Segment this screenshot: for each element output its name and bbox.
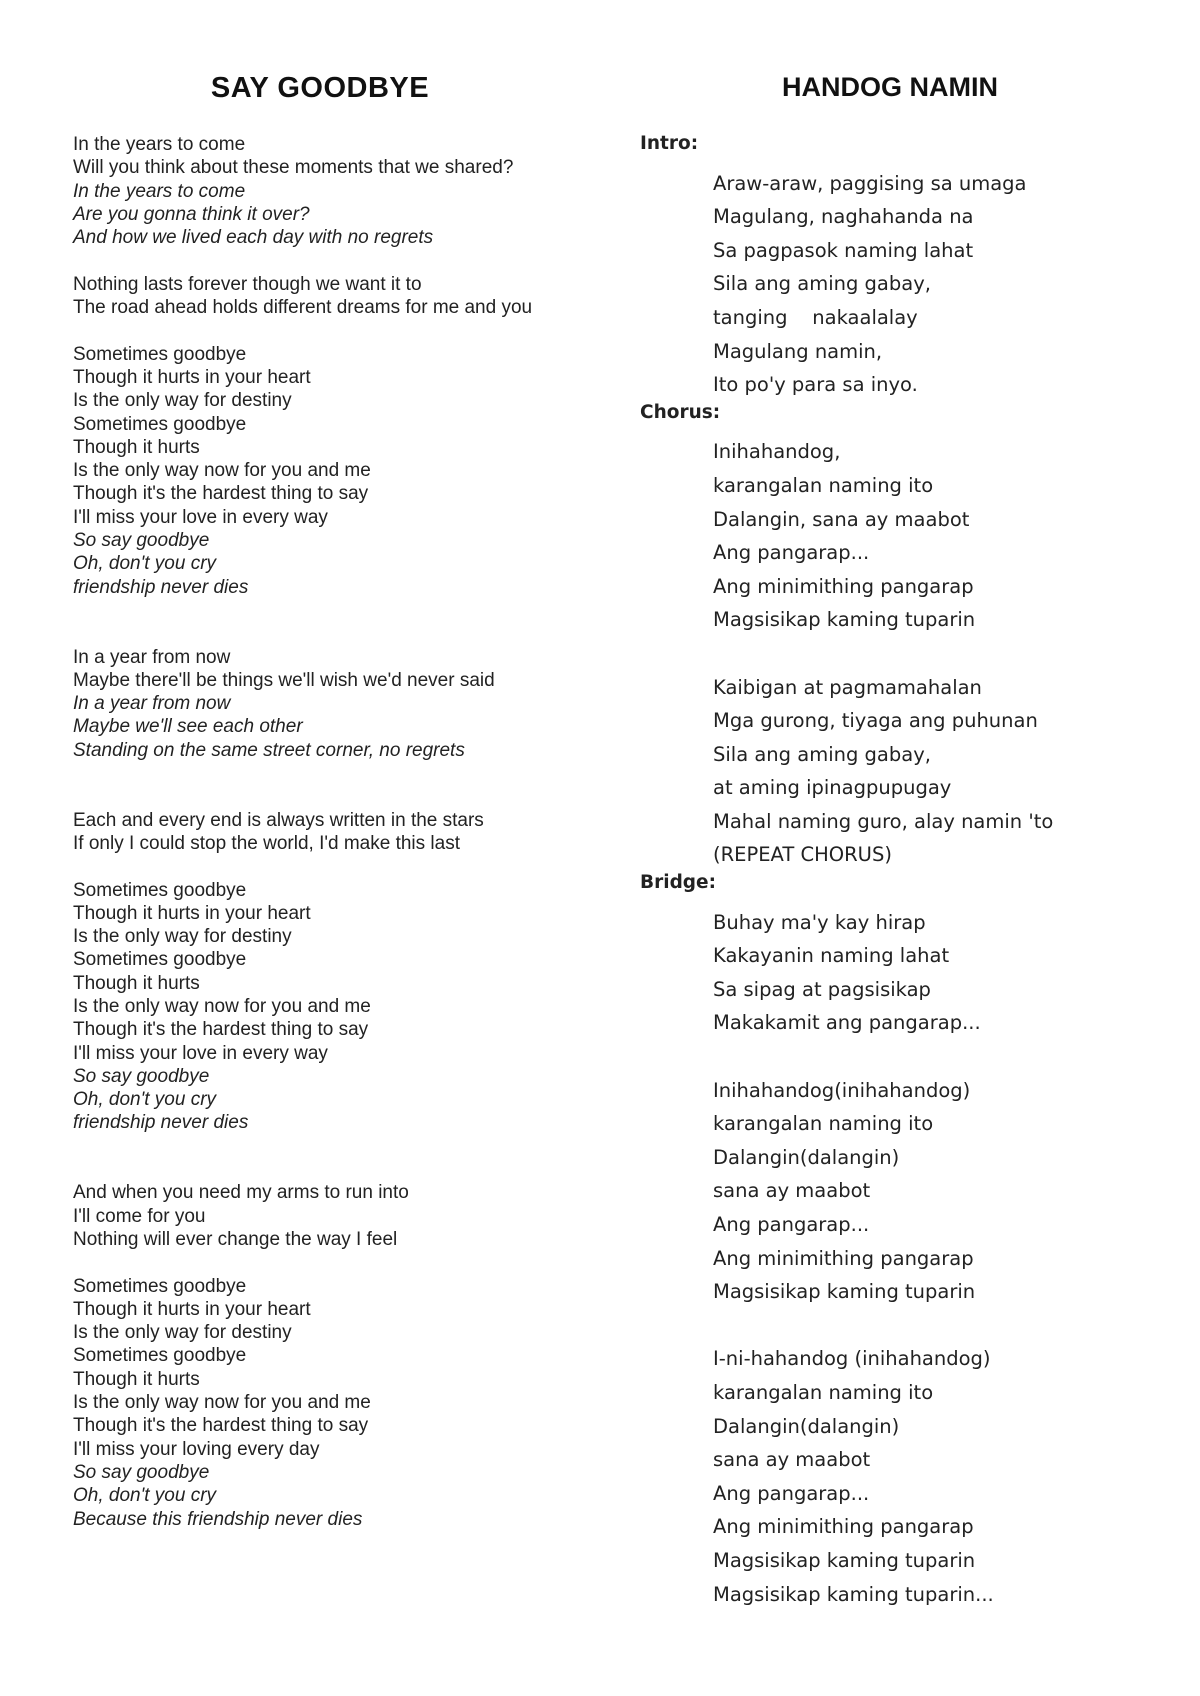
lyric-line: friendship never dies: [73, 576, 249, 598]
lyric-line: Magsisikap kaming tuparin: [713, 1280, 976, 1304]
section-label: Bridge:: [640, 872, 716, 894]
lyric-line: I-ni-hahandog (inihahandog): [713, 1347, 991, 1371]
lyric-line: Standing on the same street corner, no regrets: [73, 739, 465, 761]
lyric-line: Sometimes goodbye: [73, 879, 247, 901]
lyric-line: So say goodbye: [73, 1065, 210, 1087]
lyric-line: Makakamit ang pangarap...: [713, 1011, 981, 1035]
lyric-line: The road ahead holds different dreams for me and you: [73, 297, 533, 319]
lyric-line: Though it hurts in your heart: [73, 1298, 311, 1320]
lyric-line: Sometimes goodbye: [73, 1345, 247, 1367]
blank-line: [713, 1040, 1053, 1074]
lyric-line: karangalan naming ito: [713, 1112, 934, 1136]
lyric-line: So say goodbye: [73, 1461, 210, 1483]
lyric-line: And how we lived each day with no regrets: [73, 227, 434, 249]
lyric-line: Sa pagpasok naming lahat: [713, 238, 974, 262]
lyric-line: Though it's the hardest thing to say: [73, 483, 369, 505]
lyric-line: If only I could stop the world, I'd make this last: [73, 832, 460, 854]
lyric-line: Ito po'y para sa inyo.: [713, 373, 918, 397]
lyric-line: Is the only way now for you and me: [73, 460, 371, 482]
lyric-line: sana ay maabot: [713, 1179, 871, 1203]
lyric-line: Araw-araw, paggising sa umaga: [713, 171, 1027, 195]
lyric-line: Though it hurts: [73, 436, 200, 458]
lyric-line: Mahal naming guro, alay namin 'to: [713, 809, 1054, 833]
lyric-line: Magulang namin,: [713, 339, 883, 363]
stanza: [73, 1181, 532, 1251]
lyric-line: Though it hurts: [73, 1368, 200, 1390]
lyric-line: Are you gonna think it over?: [73, 203, 310, 225]
lyric-line: Ang minimithing pangarap: [713, 1515, 974, 1539]
lyric-line: Magsisikap kaming tuparin: [713, 1548, 976, 1572]
lyric-line: Sa sipag at pagsisikap: [713, 977, 931, 1001]
lyric-line: Sometimes goodbye: [73, 413, 247, 435]
lyric-line: Though it hurts: [73, 972, 200, 994]
stanza: [73, 1275, 532, 1531]
lyric-line: Is the only way for destiny: [73, 390, 292, 412]
lyric-line: In the years to come: [73, 134, 246, 155]
lyric-line: Is the only way now for you and me: [73, 995, 371, 1017]
lyric-line: Magsisikap kaming tuparin: [713, 608, 976, 632]
blank-line: [713, 1309, 1053, 1343]
song-title: HANDOG NAMIN: [782, 72, 998, 102]
section-label: Intro:: [640, 133, 699, 154]
lyric-line: Sometimes goodbye: [73, 343, 247, 365]
lyric-line: Oh, don't you cry: [73, 1485, 217, 1507]
lyric-line: Magulang, naghahanda na: [713, 205, 974, 229]
lyric-line: Each and every end is always written in the stars: [73, 809, 484, 831]
stanza: [73, 646, 532, 762]
lyric-line: I'll miss your love in every way: [73, 506, 328, 528]
lyric-line: Nothing lasts forever though we want it to: [73, 273, 422, 295]
lyric-line: Oh, don't you cry: [73, 1089, 217, 1111]
lyric-line: In the years to come: [73, 180, 246, 202]
lyric-line: Mga gurong, tiyaga ang puhunan: [713, 709, 1038, 733]
stanza: [73, 809, 532, 856]
lyric-line: Though it's the hardest thing to say: [73, 1019, 369, 1041]
lyric-line: Dalangin, sana ay maabot: [713, 507, 970, 531]
stanza: [73, 133, 532, 249]
lyric-line: Magsisikap kaming tuparin...: [713, 1582, 994, 1606]
lyric-line: I'll miss your loving every day: [73, 1438, 320, 1460]
lyric-line: Sila ang aming gabay,: [713, 272, 931, 296]
song-title: SAY GOODBYE: [210, 72, 430, 104]
lyric-line: Ang pangarap...: [713, 541, 870, 565]
lyric-line: Inihahandog,: [713, 440, 841, 464]
lyric-line: Maybe there'll be things we'll wish we'd never said: [73, 669, 495, 691]
stanza: [73, 343, 532, 599]
lyric-line: Oh, don't you cry: [73, 553, 217, 575]
lyric-line: Sila ang aming gabay,: [713, 742, 931, 766]
lyric-line: In a year from now: [73, 646, 231, 668]
lyric-line: Maybe we'll see each other: [73, 716, 303, 738]
lyric-line: karangalan naming ito: [713, 1380, 934, 1404]
lyric-line: tanging nakaalalay: [713, 305, 918, 329]
lyric-line: Is the only way for destiny: [73, 1322, 292, 1344]
lyric-line: Will you think about these moments that we shared?: [73, 157, 514, 179]
lyric-line: Ang minimithing pangarap: [713, 1246, 974, 1270]
lyric-line: Sometimes goodbye: [73, 949, 247, 971]
lyric-line: Buhay ma'y kay hirap: [713, 910, 926, 934]
lyrics-body: [640, 133, 1053, 1611]
lyric-line: Ang pangarap...: [713, 1213, 870, 1236]
lyric-line: Though it's the hardest thing to say: [73, 1415, 369, 1437]
lyric-line: So say goodbye: [73, 530, 210, 552]
section-label: Chorus:: [640, 401, 721, 423]
stanza: [73, 879, 532, 1135]
lyric-line: Is the only way now for you and me: [73, 1392, 371, 1414]
lyric-line: Dalangin(dalangin): [713, 1145, 900, 1169]
lyric-line: Though it hurts in your heart: [73, 902, 311, 924]
lyric-line: Ang minimithing pangarap: [713, 574, 974, 598]
lyric-line: Nothing will ever change the way I feel: [73, 1228, 398, 1250]
lyric-line: And when you need my arms to run into: [73, 1182, 409, 1204]
lyric-line: Sometimes goodbye: [73, 1275, 247, 1297]
lyric-line: at aming ipinagpupugay: [713, 776, 952, 800]
lyric-line: In a year from now: [73, 693, 231, 715]
lyric-line: Inihahandog(inihahandog): [713, 1078, 971, 1102]
lyric-line: I'll miss your love in every way: [73, 1042, 328, 1064]
lyric-line: Is the only way for destiny: [73, 926, 292, 948]
stanza: [73, 273, 532, 320]
lyric-line: Kaibigan at pagmamahalan: [713, 675, 982, 699]
lyric-line: friendship never dies: [73, 1112, 249, 1134]
lyric-line: Because this friendship never dies: [73, 1508, 363, 1530]
lyric-line: (REPEAT CHORUS): [713, 843, 892, 867]
lyric-line: Ang pangarap...: [713, 1481, 870, 1505]
lyric-line: Though it hurts in your heart: [73, 366, 311, 388]
lyric-line: I'll come for you: [73, 1205, 206, 1227]
lyrics-body: [73, 133, 532, 1531]
lyric-line: Kakayanin naming lahat: [713, 944, 950, 968]
lyric-line: Dalangin(dalangin): [713, 1414, 900, 1438]
lyric-line: karangalan naming ito: [713, 473, 934, 497]
lyric-line: sana ay maabot: [713, 1448, 871, 1472]
blank-line: [713, 637, 1053, 671]
